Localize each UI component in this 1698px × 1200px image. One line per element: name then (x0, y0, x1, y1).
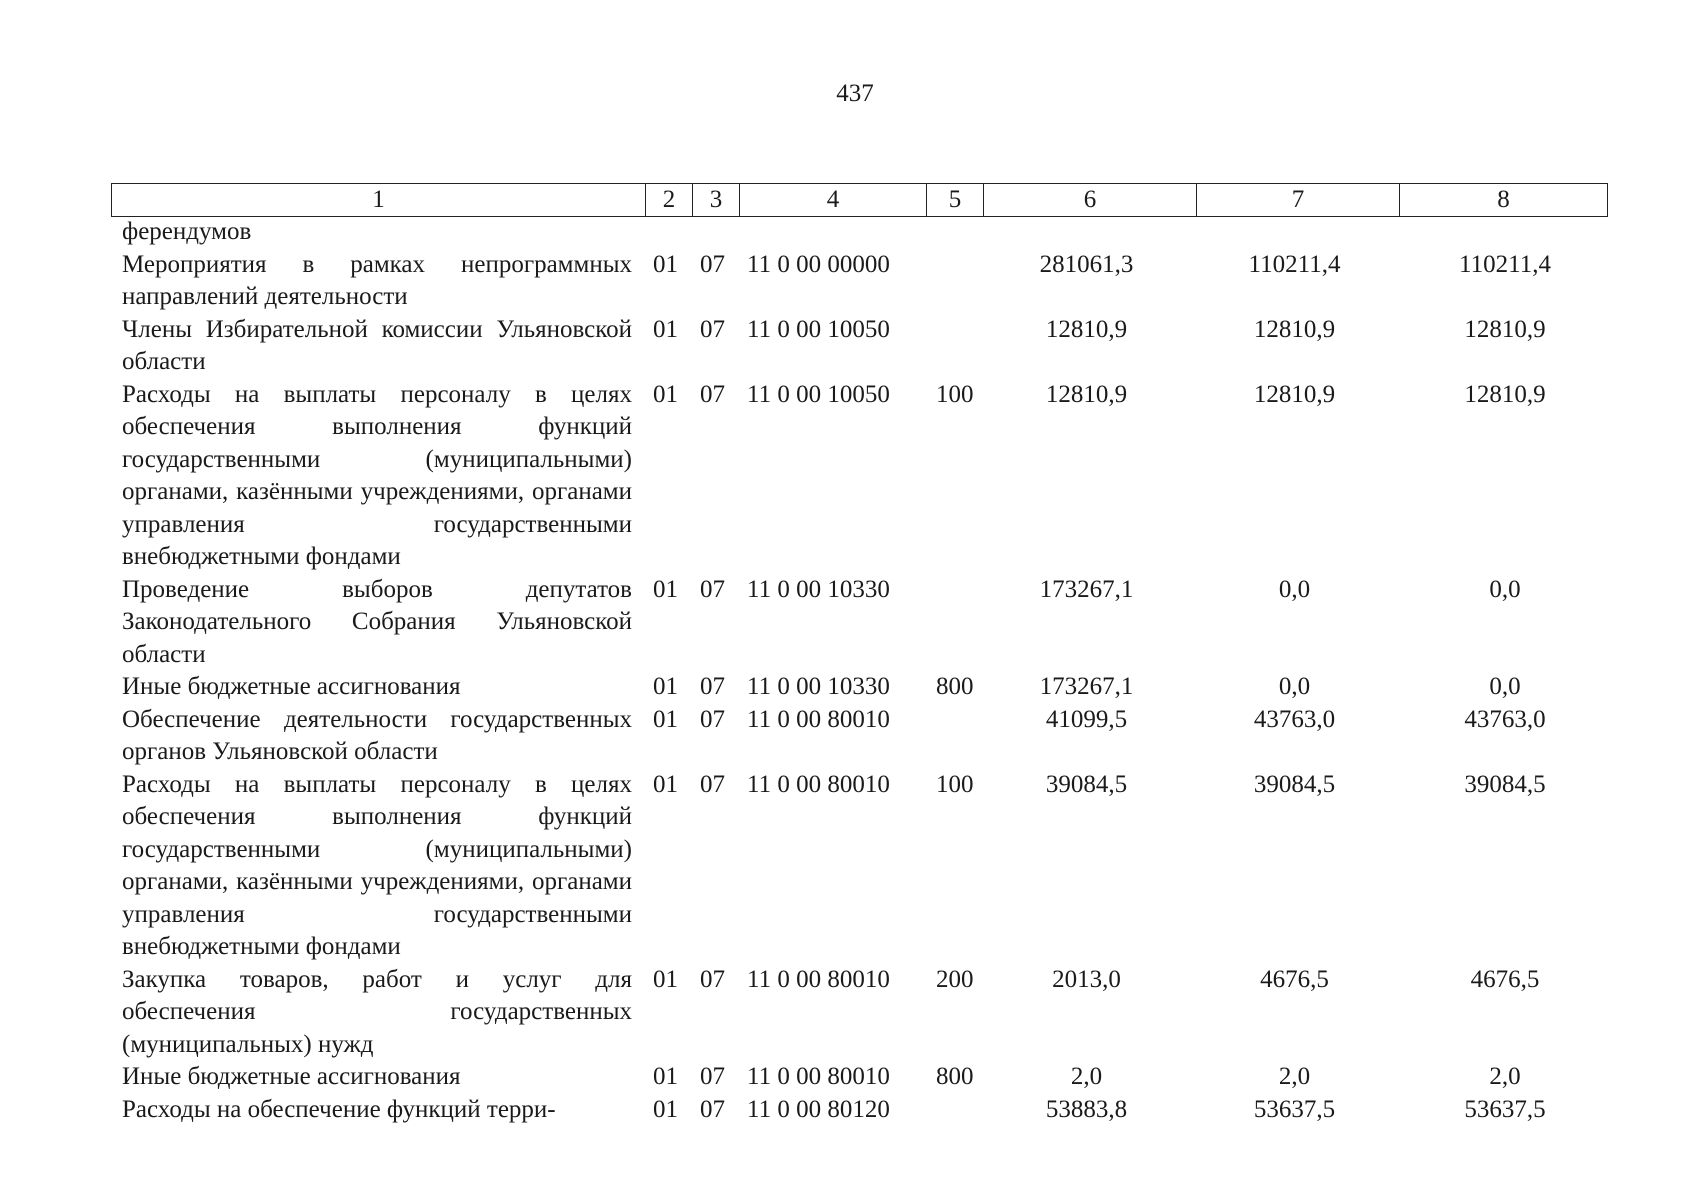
table-row (0, 671, 1698, 704)
cell-subsection: 07 (700, 965, 725, 993)
header-col-8: 8 (1400, 184, 1608, 217)
cell-target-code: 11 0 00 10330 (747, 673, 890, 700)
cell-amount-8: 43763,0 (1464, 705, 1546, 733)
row-description: Расходы на выплаты персоналу в целях обеспечения выполнения функций государственными (муниципальными) органами, казёнными учреждениями, органами управления государственными внебюджетными фондами (122, 770, 632, 960)
cell-amount-7: 53637,5 (1253, 1095, 1336, 1123)
cell-section: 01 (653, 673, 678, 700)
cell-section: 01 (653, 1095, 678, 1123)
cell-section: 01 (653, 250, 678, 278)
cell-amount-6: 173267,1 (1039, 575, 1134, 603)
cell-subsection: 07 (700, 1063, 725, 1090)
cell-amount-8: 12810,9 (1464, 315, 1546, 343)
table-row (0, 249, 1698, 314)
cell-target-code: 11 0 00 80010 (747, 965, 890, 993)
cell-amount-8: 4676,5 (1470, 965, 1540, 993)
cell-section: 01 (653, 770, 678, 798)
cell-amount-7: 43763,0 (1253, 705, 1336, 733)
table-row (0, 769, 1698, 964)
cell-amount-7: 12810,9 (1253, 315, 1336, 343)
cell-section: 01 (653, 575, 678, 603)
cell-amount-6: 2013,0 (1052, 965, 1121, 993)
table-row (0, 1061, 1698, 1094)
cell-subsection: 07 (700, 770, 725, 798)
cell-section: 01 (653, 1063, 678, 1090)
cell-subsection: 07 (700, 380, 725, 408)
cell-amount-8: 12810,9 (1464, 380, 1546, 408)
row-description: Расходы на выплаты персоналу в целях обеспечения выполнения функций государственными (муниципальными) органами, казёнными учреждениями, органами управления государственными внебюджетными фондами (122, 380, 632, 570)
cell-amount-7: 110211,4 (1248, 250, 1341, 278)
cell-section: 01 (653, 965, 678, 993)
column-header-table (111, 183, 1608, 217)
page-number: 437 (836, 80, 874, 107)
cell-amount-7: 39084,5 (1253, 770, 1336, 798)
row-description: Проведение выборов депутатов Законодательного Собрания Ульяновской области (122, 575, 632, 668)
cell-amount-6: 2,0 (1070, 1063, 1103, 1090)
cell-amount-6: 281061,3 (1039, 250, 1134, 278)
cell-amount-8: 2,0 (1489, 1063, 1521, 1090)
cell-subsection: 07 (700, 705, 725, 733)
cell-subsection: 07 (700, 575, 725, 603)
cell-target-code: 11 0 00 80010 (747, 1063, 890, 1090)
header-col-1: 1 (112, 184, 646, 217)
table-row (0, 216, 1698, 249)
table-row (0, 704, 1698, 769)
row-description: Иные бюджетные ассигнования (122, 673, 461, 700)
cell-subsection: 07 (700, 673, 725, 700)
cell-target-code: 11 0 00 10050 (747, 315, 890, 343)
table-row (0, 314, 1698, 379)
cell-expense-type: 800 (936, 673, 974, 700)
cell-target-code: 11 0 00 80010 (747, 705, 890, 733)
row-description: Мероприятия в рамках непрограммных направлений деятельности (122, 250, 632, 310)
row-description: Обеспечение деятельности государственных органов Ульяновской области (122, 705, 632, 765)
cell-amount-7: 0,0 (1278, 673, 1311, 700)
cell-amount-6: 12810,9 (1045, 315, 1128, 343)
table-row (0, 574, 1698, 672)
table-body (0, 216, 1698, 1126)
row-description: Члены Избирательной комиссии Ульяновской области (122, 315, 632, 375)
cell-section: 01 (653, 705, 678, 733)
cell-amount-6: 12810,9 (1045, 380, 1128, 408)
cell-amount-8: 110211,4 (1459, 250, 1551, 278)
cell-target-code: 11 0 00 80120 (747, 1095, 890, 1123)
cell-subsection: 07 (700, 315, 725, 343)
header-col-7: 7 (1197, 184, 1400, 217)
cell-amount-8: 53637,5 (1464, 1095, 1546, 1123)
header-col-2: 2 (646, 184, 693, 217)
cell-subsection: 07 (700, 1095, 725, 1123)
cell-expense-type: 800 (936, 1063, 974, 1090)
cell-amount-8: 39084,5 (1464, 770, 1546, 798)
row-description: Расходы на обеспечение функций терри- (122, 1095, 556, 1123)
cell-target-code: 11 0 00 80010 (747, 770, 890, 798)
header-col-6: 6 (984, 184, 1197, 217)
cell-expense-type: 200 (936, 965, 974, 993)
cell-amount-8: 0,0 (1489, 673, 1521, 700)
cell-amount-7: 12810,9 (1253, 380, 1336, 408)
table-row (0, 1094, 1698, 1127)
cell-amount-8: 0,0 (1489, 575, 1521, 603)
cell-amount-7: 2,0 (1278, 1063, 1311, 1090)
cell-subsection: 07 (700, 250, 725, 278)
header-col-3: 3 (693, 184, 740, 217)
cell-section: 01 (653, 380, 678, 408)
cell-expense-type: 100 (936, 770, 974, 798)
row-description: ферендумов (122, 218, 252, 245)
table-row (0, 379, 1698, 574)
cell-amount-6: 173267,1 (1039, 673, 1134, 700)
cell-target-code: 11 0 00 00000 (747, 250, 890, 278)
cell-section: 01 (653, 315, 678, 343)
cell-amount-6: 41099,5 (1045, 705, 1128, 733)
cell-target-code: 11 0 00 10330 (747, 575, 890, 603)
row-description: Закупка товаров, работ и услуг для обеспечения государственных (муниципальных) нужд (122, 965, 632, 1058)
table-row (0, 964, 1698, 1062)
cell-amount-6: 39084,5 (1045, 770, 1128, 798)
cell-amount-6: 53883,8 (1045, 1095, 1128, 1123)
cell-expense-type: 100 (936, 380, 974, 408)
cell-amount-7: 4676,5 (1260, 965, 1329, 993)
cell-target-code: 11 0 00 10050 (747, 380, 890, 408)
row-description: Иные бюджетные ассигнования (122, 1063, 461, 1090)
header-col-4: 4 (740, 184, 927, 217)
cell-amount-7: 0,0 (1278, 575, 1311, 603)
header-col-5: 5 (927, 184, 984, 217)
